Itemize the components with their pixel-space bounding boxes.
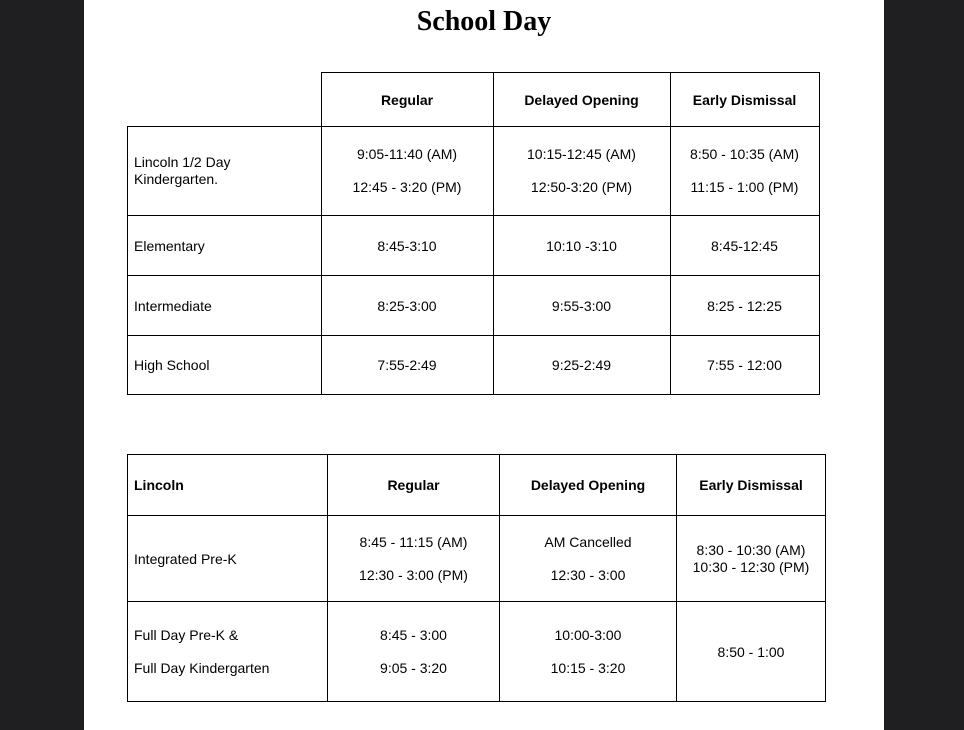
cell-delayed: 9:25-2:49 [493, 336, 670, 395]
row-label-line: Lincoln 1/2 Day [134, 154, 231, 170]
cell-delayed [500, 516, 677, 602]
table-row [128, 516, 826, 602]
row-label [128, 127, 322, 216]
time-pm: 12:30 - 3:00 [550, 566, 626, 583]
time-pm: 12:50-3:20 (PM) [530, 179, 633, 195]
row-label-line: Full Day Pre-K & [134, 626, 239, 643]
table-header-row [128, 455, 826, 516]
row-label: Intermediate [128, 276, 322, 336]
cell-early [670, 127, 819, 216]
table-header-row [128, 73, 820, 127]
cell-regular: 8:45-3:10 [321, 216, 493, 276]
cell-early: 8:50 - 1:00 [677, 602, 826, 702]
table-row [128, 216, 820, 276]
cell-early [677, 516, 826, 602]
row-label: Elementary [128, 216, 322, 276]
cell-delayed: 10:10 -3:10 [493, 216, 670, 276]
time-am: 10:15-12:45 (AM) [527, 146, 636, 162]
row-label-line: Full Day Kindergarten [134, 659, 270, 676]
page-title: School Day [416, 6, 552, 37]
header-delayed-opening: Delayed Opening [493, 73, 670, 127]
time-am: 8:50 - 10:35 (AM) [690, 146, 799, 162]
time-am: 8:45 - 11:15 (AM) [359, 533, 468, 550]
lincoln-table [127, 454, 826, 702]
time-line: 9:05 - 3:20 [380, 659, 447, 676]
time-line: 10:15 - 3:20 [550, 659, 626, 676]
school-day-table [127, 72, 820, 395]
table-row [128, 127, 820, 216]
header-delayed-opening: Delayed Opening [500, 455, 677, 516]
header-regular: Regular [321, 73, 493, 127]
time-pm: 10:30 - 12:30 (PM) [692, 558, 810, 575]
cell-regular: 7:55-2:49 [321, 336, 493, 395]
table-row [128, 602, 826, 702]
table-row [128, 336, 820, 395]
row-label-line: Kindergarten. [134, 171, 219, 187]
row-label: High School [128, 336, 322, 395]
header-regular: Regular [328, 455, 500, 516]
cell-regular [328, 516, 500, 602]
cell-delayed [500, 602, 677, 702]
cell-early: 8:25 - 12:25 [670, 276, 819, 336]
cell-regular: 8:25-3:00 [321, 276, 493, 336]
time-line: 10:00-3:00 [554, 626, 622, 643]
cell-early: 8:45-12:45 [670, 216, 819, 276]
time-pm: 12:30 - 3:00 (PM) [359, 566, 468, 583]
header-lincoln: Lincoln [128, 455, 328, 516]
time-pm: 12:45 - 3:20 (PM) [352, 179, 462, 195]
document-page [84, 0, 884, 730]
header-early-dismissal: Early Dismissal [670, 73, 819, 127]
cell-delayed [493, 127, 670, 216]
time-am: 8:30 - 10:30 (AM) [696, 541, 806, 558]
time-pm: 11:15 - 1:00 (PM) [690, 179, 799, 195]
cell-delayed: 9:55-3:00 [493, 276, 670, 336]
header-early-dismissal: Early Dismissal [677, 455, 826, 516]
time-am: AM Cancelled [544, 533, 632, 550]
cell-regular [321, 127, 493, 216]
header-blank [128, 73, 322, 127]
row-label [128, 602, 328, 702]
table-row [128, 276, 820, 336]
time-am: 9:05-11:40 (AM) [356, 146, 458, 162]
time-line: 8:45 - 3:00 [380, 626, 447, 643]
row-label: Integrated Pre-K [128, 516, 328, 602]
cell-early: 7:55 - 12:00 [670, 336, 819, 395]
cell-regular [328, 602, 500, 702]
